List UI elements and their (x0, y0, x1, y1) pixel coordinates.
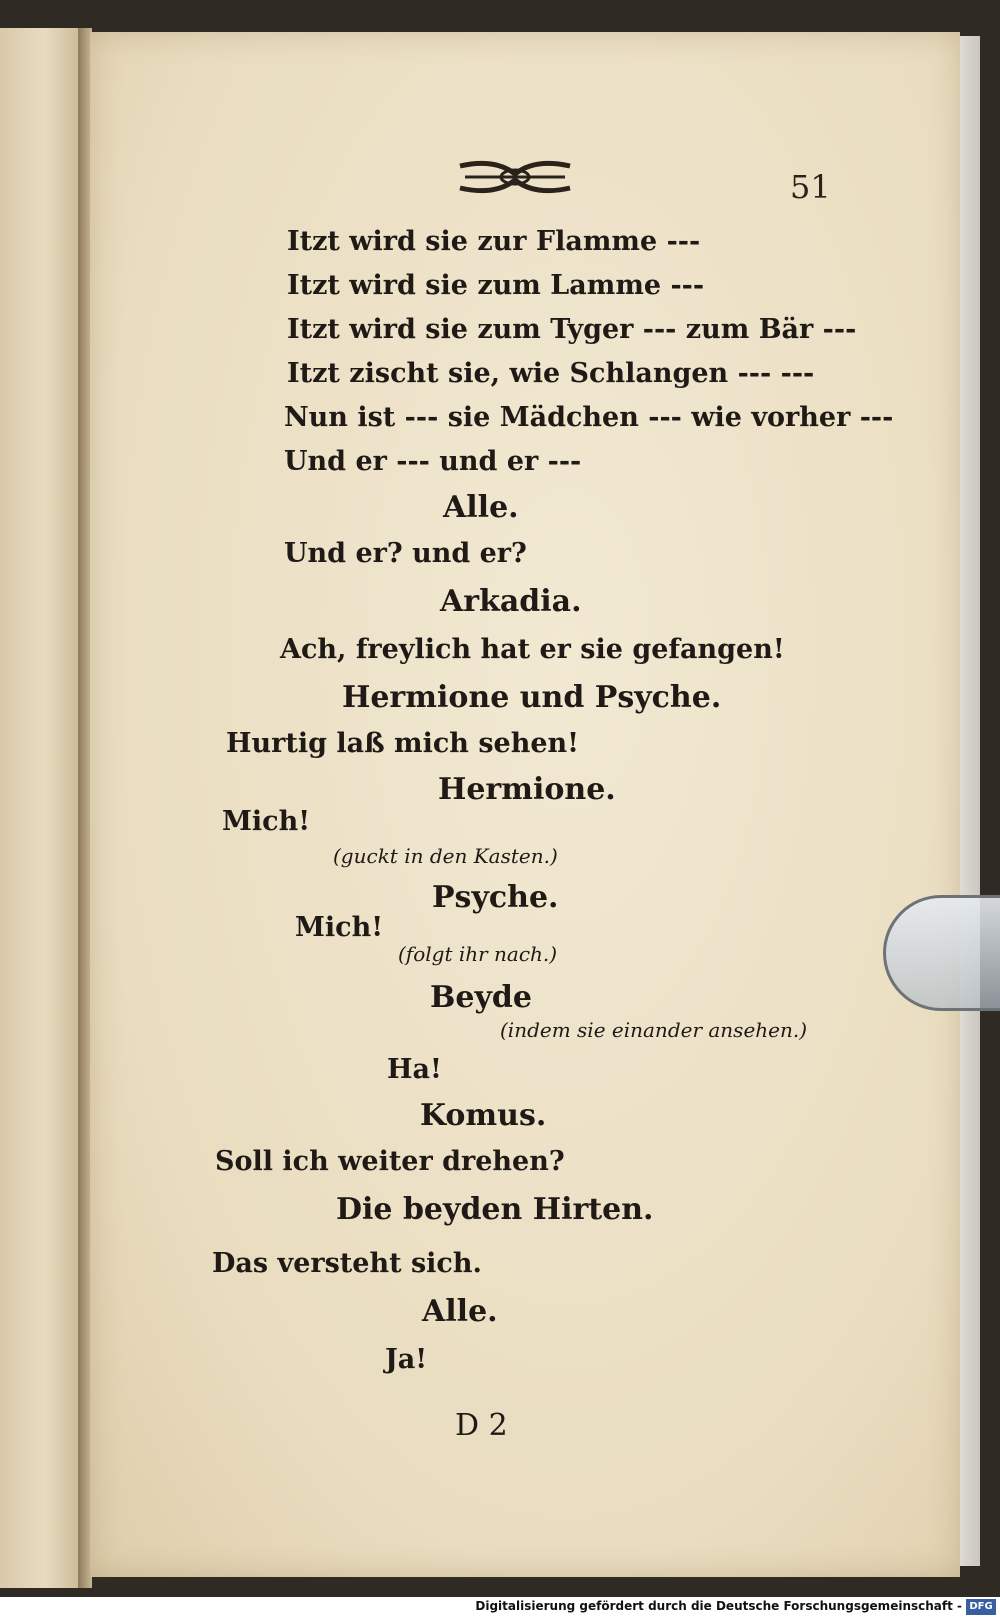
speaker-name: Psyche. (432, 880, 559, 915)
page-clip (883, 895, 1000, 1011)
verse-line: Ha! (387, 1054, 442, 1085)
verse-line: Hurtig laß mich sehen! (226, 728, 580, 759)
speaker-name: Die beyden Hirten. (336, 1192, 654, 1227)
left-page (0, 28, 80, 1588)
speaker-name: Alle. (443, 490, 519, 525)
verse-line: Ach, freylich hat er sie gefangen! (280, 634, 785, 665)
stage-direction: (guckt in den Kasten.) (333, 844, 558, 868)
verse-line: Und er --- und er --- (284, 446, 582, 477)
speaker-name: Arkadia. (440, 584, 582, 619)
verse-line: Und er? und er? (284, 538, 527, 569)
speaker-name: Komus. (420, 1098, 547, 1133)
verse-line: Nun ist --- sie Mädchen --- wie vorher --- (284, 402, 894, 433)
speaker-name: Hermione. (438, 772, 616, 807)
verse-line: Itzt zischt sie, wie Schlangen --- --- (287, 358, 815, 389)
speaker-name: Hermione und Psyche. (342, 680, 722, 715)
verse-line: Itzt wird sie zum Tyger --- zum Bär --- (287, 314, 857, 345)
ornament-icon (455, 152, 575, 202)
verse-line: Das versteht sich. (212, 1248, 482, 1279)
verse-line: Mich! (295, 912, 384, 943)
footer-bar (0, 1597, 1000, 1619)
verse-line: Soll ich weiter drehen? (215, 1146, 565, 1177)
signature-mark: D 2 (455, 1408, 508, 1443)
dfg-logo: DFG (966, 1599, 996, 1615)
verse-line: Itzt wird sie zum Lamme --- (287, 270, 705, 301)
speaker-name: Alle. (422, 1294, 498, 1329)
footer-credit: Digitalisierung gefördert durch die Deutsche Forschungsgemeinschaft - (475, 1599, 962, 1613)
speaker-name: Beyde (430, 980, 532, 1015)
stage-direction: (indem sie einander ansehen.) (500, 1018, 808, 1042)
verse-line: Mich! (222, 806, 311, 837)
page-number: 51 (790, 168, 831, 206)
verse-line: Itzt wird sie zur Flamme --- (287, 226, 701, 257)
stage-direction: (folgt ihr nach.) (398, 942, 558, 966)
verse-line: Ja! (385, 1344, 428, 1375)
